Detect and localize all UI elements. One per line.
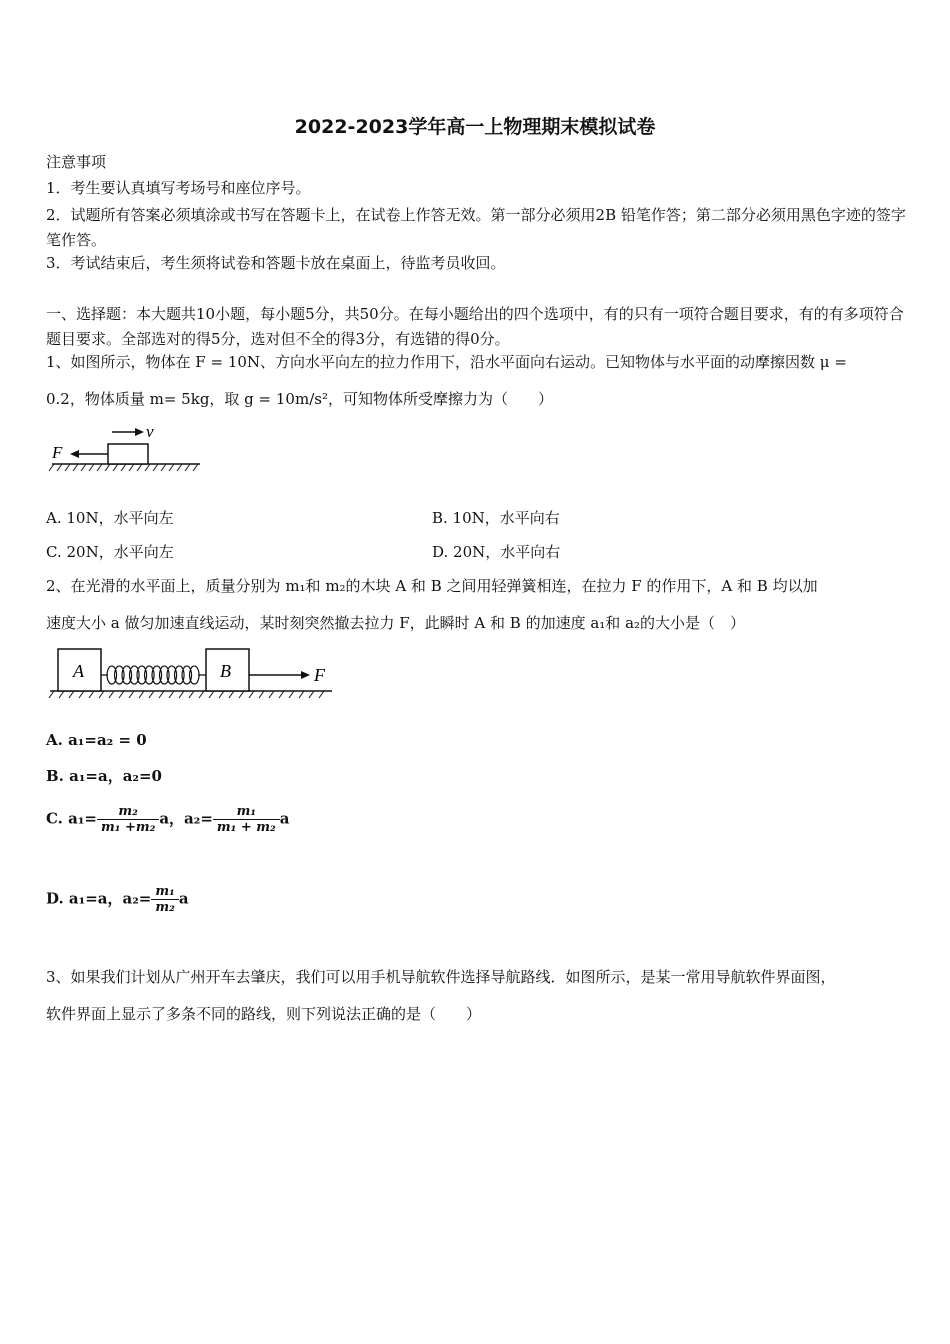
fraction-denominator: m₁ +m₂ xyxy=(100,820,156,835)
notice-item-1: 1．考生要认真填写考场号和座位序号。 xyxy=(46,179,311,197)
q1-stem-line1: 1、如图所示，物体在 F = 10N、方向水平向左的拉力作用下，沿水平面向右运动。已知物体与水平面的动摩擦因数 μ = xyxy=(46,353,847,371)
q1-option-d[interactable]: D. 20N，水平向右 xyxy=(432,543,561,561)
q2-force-arrowhead xyxy=(301,671,310,679)
q2-option-d-prefix: D. a₁=a，a₂= xyxy=(46,889,152,908)
fraction-numerator: m₁ xyxy=(151,884,178,900)
page-title: 2022-2023学年高一上物理期末模拟试卷 xyxy=(294,116,656,138)
q3-stem-line1: 3、如果我们计划从广州开车去肇庆，我们可以用手机导航软件选择导航路线．如图所示，是某一常用导航软件界面图， xyxy=(46,968,836,986)
q1-block xyxy=(108,444,148,464)
q1-force-label: F xyxy=(52,443,63,462)
q1-figure xyxy=(46,420,206,476)
q2-option-b[interactable]: B. a₁=a，a₂=0 xyxy=(46,767,162,785)
q2-block-a-label: A xyxy=(73,661,84,681)
q1-ground-hatching xyxy=(49,464,198,471)
q3-stem-line2: 软件界面上显示了多条不同的路线，则下列说法正确的是（ ） xyxy=(46,1005,482,1023)
fraction-denominator: m₁ + m₂ xyxy=(216,820,276,835)
q2-option-c-fraction-1 xyxy=(97,804,159,835)
q1-force-arrowhead xyxy=(70,450,79,458)
section-heading: 一、选择题：本大题共10小题，每小题5分，共50分。在每小题给出的四个选项中，有的只有一项符合题目要求，有的有多项符合题目要求。全部选对的得5分，选对但不全的得3分，有选错的得0分。 xyxy=(46,305,904,348)
q2-option-d[interactable] xyxy=(46,884,189,915)
fraction-denominator: m₂ xyxy=(155,900,175,915)
notice-item-3: 3．考试结束后，考生须将试卷和答题卡放在桌面上，待监考员收回。 xyxy=(46,254,506,272)
q2-option-c-fraction-2 xyxy=(213,804,280,835)
q2-spring xyxy=(101,666,206,684)
q1-option-c[interactable]: C. 20N，水平向左 xyxy=(46,543,174,561)
notice-item-2: 2．试题所有答案必须填涂或书写在答题卡上，在试卷上作答无效。第一部分必须用2B 铅笔作答；第二部分必须用黑色字迹的签字笔作答。 xyxy=(46,206,906,249)
fraction-numerator: m₂ xyxy=(97,804,159,820)
q1-velocity-label: v xyxy=(146,422,154,441)
q1-stem-line2: 0.2，物体质量 m= 5kg，取 g = 10m/s²，可知物体所受摩擦力为（ ） xyxy=(46,390,553,408)
q1-option-a[interactable]: A. 10N，水平向左 xyxy=(46,509,174,527)
q2-stem-line1: 2、在光滑的水平面上，质量分别为 m₁和 m₂的木块 A 和 B 之间用轻弹簧相连，在拉力 F 的作用下，A 和 B 均以加 xyxy=(46,577,818,595)
q2-force-label: F xyxy=(314,665,325,685)
notice-heading: 注意事项 xyxy=(46,153,107,171)
q2-ground-hatching xyxy=(49,691,324,698)
q2-option-c[interactable] xyxy=(46,804,289,835)
q2-option-a[interactable]: A. a₁=a₂ = 0 xyxy=(46,731,147,749)
q2-stem-line2: 速度大小 a 做匀加速直线运动，某时刻突然撤去拉力 F，此瞬时 A 和 B 的加速度 a₁和 a₂的大小是（ ） xyxy=(46,614,746,632)
q2-figure xyxy=(46,645,341,703)
q2-option-d-suffix: a xyxy=(178,889,189,908)
q1-velocity-arrowhead xyxy=(135,428,144,436)
q2-block-b-label: B xyxy=(220,661,231,681)
q2-option-d-fraction xyxy=(151,884,178,915)
fraction-numerator: m₁ xyxy=(213,804,280,820)
q2-option-c-middle: a，a₂= xyxy=(159,809,213,828)
q1-option-b[interactable]: B. 10N，水平向右 xyxy=(432,509,560,527)
q2-option-c-prefix: C. a₁= xyxy=(46,809,97,828)
q2-option-c-suffix: a xyxy=(279,809,290,828)
